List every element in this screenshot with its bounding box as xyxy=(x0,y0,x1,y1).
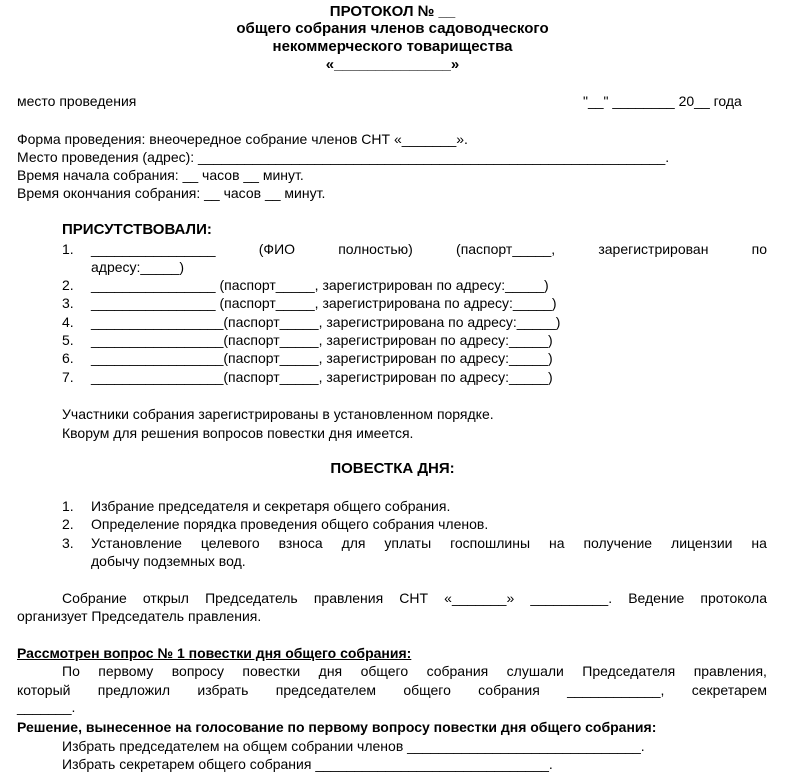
question-1-word: председателем xyxy=(275,682,377,698)
present-item: ________________ (паспорт_____, зарегистрирована по адресу:_____) xyxy=(91,295,557,311)
question-1-line-2 xyxy=(17,681,767,699)
meeting-date: "__" ________ 20__ года xyxy=(583,93,742,109)
question-1-word: общего xyxy=(360,663,409,679)
question-1-word: вопросу xyxy=(171,663,224,679)
meeting-start-time: Время начала собрания: __ часов __ минут. xyxy=(17,167,304,183)
question-1-word: ____________, xyxy=(567,682,665,698)
question-1-word: дня xyxy=(318,663,343,679)
agenda-item-1: Избрание председателя и секретаря общего собрания. xyxy=(91,498,451,514)
present-item-1-word: ________________ xyxy=(91,241,216,257)
agenda-item-3-continuation: добычу подземных вод. xyxy=(91,553,246,569)
agenda-item-3-word: лицензии xyxy=(671,535,733,551)
opening-word: Ведение xyxy=(628,590,685,606)
agenda-item-3-word: для xyxy=(341,535,366,551)
present-item-number: 3. xyxy=(62,295,74,311)
question-1-word: избрать xyxy=(197,682,249,698)
agenda-item-3-word: на xyxy=(751,535,767,551)
opening-line-2: организует Председатель правления. xyxy=(17,608,262,624)
decision-chair: Избрать председателем на общем собрании членов ______________________________. xyxy=(62,738,645,754)
present-item: _________________(паспорт_____, зарегистрирован по адресу:_____) xyxy=(91,332,553,348)
agenda-item-3-word: получение xyxy=(583,535,653,551)
present-item-number: 7. xyxy=(62,369,74,385)
question-1-word: собрания xyxy=(426,663,489,679)
present-item-number: 1. xyxy=(62,241,74,257)
present-item-1-word: зарегистрирован xyxy=(598,241,709,257)
opening-line-1 xyxy=(62,589,767,607)
present-item-number: 6. xyxy=(62,350,74,366)
question-1-line-3: _______. xyxy=(17,699,76,715)
agenda-item-3-word: на xyxy=(548,535,565,551)
present-item-1-word: по xyxy=(751,241,767,257)
present-item-1-word: (паспорт_____, xyxy=(456,241,556,257)
present-item-1-word: полностью) xyxy=(338,241,413,257)
question-1-word: секретарем xyxy=(691,682,767,698)
present-title: ПРИСУТСТВОВАЛИ: xyxy=(62,221,212,238)
agenda-item-number: 1. xyxy=(62,498,74,514)
question-1-word: слушали xyxy=(506,663,564,679)
meeting-form: Форма проведения: внеочередное собрание членов СНТ «_______». xyxy=(17,131,468,147)
question-1-word: общего xyxy=(403,682,451,698)
present-item-1-continuation: адресу:_____) xyxy=(91,259,185,275)
meeting-address: Место проведения (адрес): ____________________________________________________________. xyxy=(17,149,670,165)
present-item: _________________(паспорт_____, зарегистрирован по адресу:_____) xyxy=(91,350,553,366)
opening-word: «_______» xyxy=(444,590,515,606)
opening-word: СНТ xyxy=(399,590,429,606)
agenda-item-3-word: госпошлины xyxy=(450,535,531,551)
agenda-item-3-word: взноса xyxy=(278,535,323,551)
registration-note: Участники собрания зарегистрированы в установленном порядке. xyxy=(62,406,494,422)
opening-word: Собрание xyxy=(62,590,127,606)
decision-title: Решение, вынесенное на голосование по первому вопросу повестки дня общего собрания: xyxy=(17,719,657,735)
present-item-number: 2. xyxy=(62,277,74,293)
question-1-word: первому xyxy=(98,663,154,679)
question-1-line-1 xyxy=(62,662,767,680)
decision-secretary: Избрать секретарем общего собрания ______________________________. xyxy=(62,756,553,772)
protocol-subtitle-line2: некоммерческого товарищества xyxy=(272,38,513,55)
present-item-1 xyxy=(91,240,767,258)
question-1-word: предложил xyxy=(97,682,171,698)
protocol-title: ПРОТОКОЛ № __ xyxy=(329,3,456,20)
present-item: ________________ (паспорт_____, зарегистрирован по адресу:_____) xyxy=(91,277,549,293)
meeting-end-time: Время окончания собрания: __ часов __ минут. xyxy=(17,185,326,201)
agenda-item-2: Определение порядка проведения общего собрания членов. xyxy=(91,516,489,532)
present-item: _________________(паспорт_____, зарегистрирована по адресу:_____) xyxy=(91,314,561,330)
agenda-item-3-word: уплаты xyxy=(384,535,432,551)
quorum-note: Кворум для решения вопросов повестки дня имеется. xyxy=(62,425,414,441)
opening-word: правления xyxy=(313,590,384,606)
question-1-word: собрания xyxy=(478,682,540,698)
agenda-item-number: 2. xyxy=(62,516,74,532)
place-label: место проведения xyxy=(17,93,137,109)
question-1-title: Рассмотрен вопрос № 1 повестки дня общего собрания: xyxy=(17,645,412,661)
organization-name-blank: «______________» xyxy=(325,56,460,73)
opening-word: Председатель xyxy=(205,590,298,606)
question-1-word: который xyxy=(17,682,71,698)
agenda-item-3-word: Установление xyxy=(91,535,182,551)
opening-word: протокола xyxy=(700,590,767,606)
question-1-word: повестки xyxy=(242,663,301,679)
opening-word: открыл xyxy=(142,590,189,606)
question-1-word: Председателя xyxy=(582,663,676,679)
question-1-word: правления, xyxy=(693,663,767,679)
agenda-item-number: 3. xyxy=(62,535,74,551)
opening-word: __________. xyxy=(530,590,613,606)
agenda-item-3 xyxy=(91,534,767,552)
present-item-number: 5. xyxy=(62,332,74,348)
agenda-item-3-word: целевого xyxy=(200,535,260,551)
agenda-title: ПОВЕСТКА ДНЯ: xyxy=(330,460,455,477)
present-item: _________________(паспорт_____, зарегистрирован по адресу:_____) xyxy=(91,369,553,385)
protocol-subtitle-line1: общего собрания членов садоводческого xyxy=(236,20,549,37)
present-item-number: 4. xyxy=(62,314,74,330)
present-item-1-word: (ФИО xyxy=(258,241,296,257)
question-1-word: По xyxy=(62,663,80,679)
